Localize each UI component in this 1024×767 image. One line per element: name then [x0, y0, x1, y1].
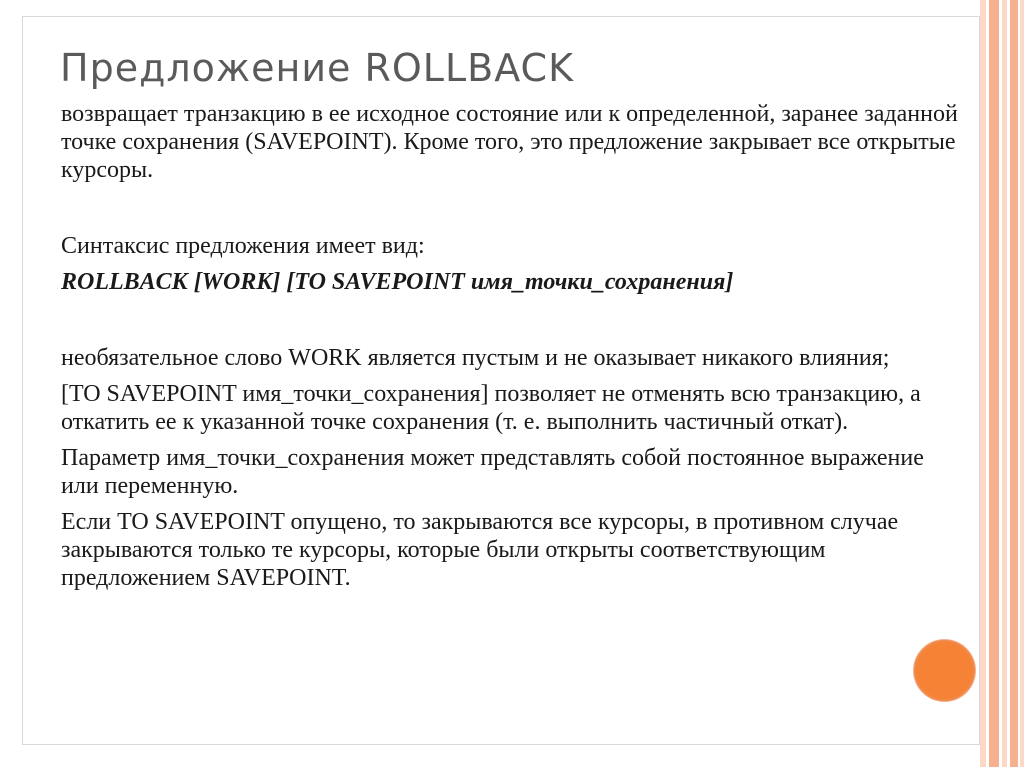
orange-circle-decoration [914, 640, 975, 701]
decorative-stripes [980, 0, 1024, 767]
paragraph-parameter: Параметр имя_точки_сохранения может представлять собой постоянное выражение или переменную. [61, 445, 924, 499]
syntax-statement: ROLLBACK [WORK] [TO SAVEPOINT имя_точки_сохранения] [61, 269, 734, 295]
paragraph-description: возвращает транзакцию в ее исходное состояние или к определенной, заранее заданной точке сохранения (SAVEPOINT). Кроме того, это предложение закрывает все открытые курсоры. [61, 101, 958, 183]
paragraph-to-savepoint: [TO SAVEPOINT имя_точки_сохранения] позволяет не отменять всю транзакцию, а откатить ее к указанной точке сохранения (т. е. выполнить частичный откат). [61, 381, 921, 435]
paragraph-syntax-intro: Синтаксис предложения имеет вид: [61, 233, 425, 259]
stripe-1 [980, 0, 986, 767]
stripe-5 [1020, 0, 1024, 767]
slide-title: Предложение ROLLBACK [60, 46, 574, 90]
paragraph-work: необязательное слово WORK является пустым и не оказывает никакого влияния; [61, 345, 890, 371]
paragraph-cursors: Если TO SAVEPOINT опущено, то закрываются все курсоры, в противном случае закрываются только те курсоры, которые были открыты соответствующим предложением SAVEPOINT. [61, 509, 899, 591]
stripe-4 [1010, 0, 1018, 767]
stripe-3 [1002, 0, 1007, 767]
slide-body [61, 100, 961, 592]
stripe-2 [989, 0, 999, 767]
